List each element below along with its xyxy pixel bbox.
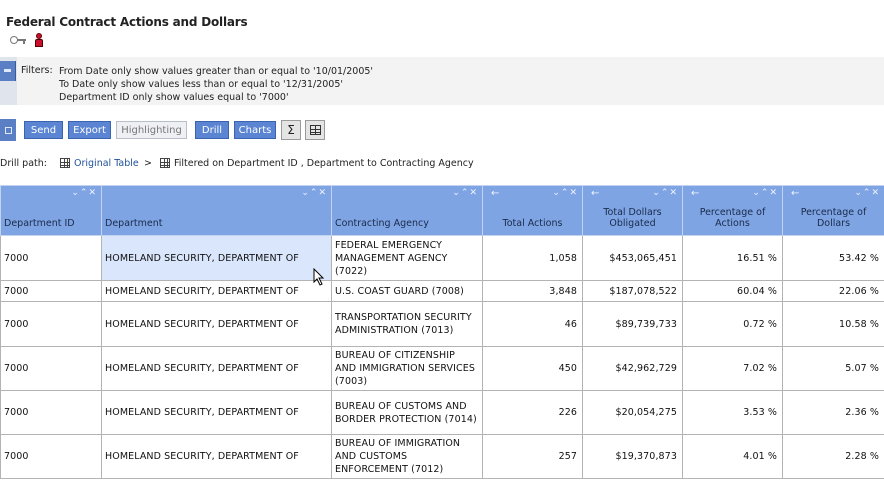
header-row: [1, 186, 884, 236]
cell-total-actions: 257: [483, 435, 583, 479]
cell-pct-actions: 60.04 %: [683, 281, 783, 302]
column-header-pct-dollars[interactable]: ← ⌄⌃✕ Percentage of Dollars: [783, 186, 884, 236]
cell-total-dollars: $89,739,733: [583, 302, 683, 347]
mouse-cursor-icon: [313, 268, 325, 286]
cell-contracting-agency[interactable]: BUREAU OF IMMIGRATION AND CUSTOMS ENFORCEMENT (7012): [332, 435, 483, 479]
cell-total-actions: 46: [483, 302, 583, 347]
column-header-department-id[interactable]: ⌄⌃✕ Department ID: [1, 186, 102, 236]
drill-button[interactable]: Drill: [195, 121, 229, 139]
send-button[interactable]: Send: [24, 121, 63, 139]
cell-pct-dollars: 22.06 %: [783, 281, 884, 302]
cell-contracting-agency[interactable]: BUREAU OF CUSTOMS AND BORDER PROTECTION (7014): [332, 391, 483, 435]
table-row: [1, 347, 884, 391]
column-controls-icon[interactable]: ⌄⌃✕: [452, 188, 478, 198]
drill-path-label: Drill path:: [0, 158, 47, 169]
cell-pct-dollars: 53.42 %: [783, 236, 884, 281]
filters-lines: [59, 65, 373, 104]
cell-total-dollars: $453,065,451: [583, 236, 683, 281]
drill-current: Filtered on Department ID , Department to Contracting Agency: [174, 158, 474, 169]
toolbar-toggle-button[interactable]: [0, 119, 16, 141]
column-controls-icon[interactable]: ⌄⌃✕: [854, 188, 880, 198]
filters-toggle-button[interactable]: [0, 61, 16, 81]
cell-total-actions: 1,058: [483, 236, 583, 281]
cell-department[interactable]: HOMELAND SECURITY, DEPARTMENT OF: [102, 391, 332, 435]
cell-pct-dollars: 2.36 %: [783, 391, 884, 435]
results-table: [0, 185, 884, 479]
page-title: Federal Contract Actions and Dollars: [6, 15, 248, 29]
cell-department-id: 7000: [1, 281, 102, 302]
cell-department[interactable]: HOMELAND SECURITY, DEPARTMENT OF: [102, 281, 332, 302]
cell-department-id: 7000: [1, 347, 102, 391]
column-controls-icon[interactable]: ⌄⌃✕: [652, 188, 678, 198]
table-row: [1, 391, 884, 435]
cell-pct-dollars: 2.28 %: [783, 435, 884, 479]
column-controls-icon[interactable]: ⌄⌃✕: [301, 188, 327, 198]
move-left-icon[interactable]: ←: [491, 188, 500, 199]
cell-pct-actions: 7.02 %: [683, 347, 783, 391]
table-row: [1, 236, 884, 281]
highlighting-button[interactable]: Highlighting: [116, 121, 187, 139]
column-controls-icon[interactable]: ⌄⌃✕: [71, 188, 97, 198]
table-body: [1, 236, 884, 479]
table-view-icon[interactable]: [305, 120, 325, 140]
cell-total-dollars: $187,078,522: [583, 281, 683, 302]
cell-contracting-agency[interactable]: TRANSPORTATION SECURITY ADMINISTRATION (7013): [332, 302, 483, 347]
cell-pct-actions: 3.53 %: [683, 391, 783, 435]
cell-pct-dollars: 5.07 %: [783, 347, 884, 391]
filter-line: From Date only show values greater than or equal to '10/01/2005': [59, 66, 374, 77]
filter-line: To Date only show values less than or equal to '12/31/2005': [59, 79, 344, 90]
cell-department-id: 7000: [1, 391, 102, 435]
table-row: [1, 302, 884, 347]
move-left-icon[interactable]: ←: [591, 188, 600, 199]
column-header-pct-actions[interactable]: ← ⌄⌃✕ Percentage of Actions: [683, 186, 783, 236]
cell-department[interactable]: HOMELAND SECURITY, DEPARTMENT OF: [102, 347, 332, 391]
person-icon[interactable]: [34, 33, 44, 47]
cell-contracting-agency[interactable]: FEDERAL EMERGENCY MANAGEMENT AGENCY (7022): [332, 236, 483, 281]
filters-label: Filters:: [21, 65, 53, 76]
column-header-department[interactable]: ⌄⌃✕ Department: [102, 186, 332, 236]
cell-department[interactable]: HOMELAND SECURITY, DEPARTMENT OF: [102, 302, 332, 347]
cell-total-actions: 226: [483, 391, 583, 435]
column-header-total-dollars[interactable]: ← ⌄⌃✕ Total Dollars Obligated: [583, 186, 683, 236]
key-icon[interactable]: [10, 35, 26, 45]
cell-department-id: 7000: [1, 236, 102, 281]
table-row: [1, 435, 884, 479]
cell-department-id: 7000: [1, 435, 102, 479]
cell-total-dollars: $20,054,275: [583, 391, 683, 435]
column-controls-icon[interactable]: ⌄⌃✕: [752, 188, 778, 198]
title-icons: [10, 32, 44, 48]
cell-total-dollars: $42,962,729: [583, 347, 683, 391]
sum-icon[interactable]: Σ: [281, 120, 301, 140]
column-header-contracting-agency[interactable]: ⌄⌃✕ Contracting Agency: [332, 186, 483, 236]
drill-original-table-link[interactable]: Original Table: [74, 158, 139, 169]
column-header-total-actions[interactable]: ← ⌄⌃✕ Total Actions: [483, 186, 583, 236]
cell-total-actions: 450: [483, 347, 583, 391]
cell-pct-actions: 4.01 %: [683, 435, 783, 479]
cell-department[interactable]: HOMELAND SECURITY, DEPARTMENT OF: [102, 435, 332, 479]
cell-contracting-agency[interactable]: U.S. COAST GUARD (7008): [332, 281, 483, 302]
cell-contracting-agency[interactable]: BUREAU OF CITIZENSHIP AND IMMIGRATION SERVICES (7003): [332, 347, 483, 391]
cell-department[interactable]: HOMELAND SECURITY, DEPARTMENT OF: [102, 236, 332, 281]
move-left-icon[interactable]: ←: [791, 188, 800, 199]
cell-total-dollars: $19,370,873: [583, 435, 683, 479]
filter-line: Department ID only show values equal to '7000': [59, 92, 289, 103]
cell-pct-dollars: 10.58 %: [783, 302, 884, 347]
table-icon: [60, 158, 70, 168]
export-button[interactable]: Export: [68, 121, 111, 139]
cell-total-actions: 3,848: [483, 281, 583, 302]
toolbar: [0, 117, 884, 145]
filters-panel: [0, 57, 884, 105]
cell-pct-actions: 0.72 %: [683, 302, 783, 347]
drill-separator: >: [144, 158, 152, 169]
table-row: [1, 281, 884, 302]
table-icon: [160, 158, 170, 168]
column-controls-icon[interactable]: ⌄⌃✕: [552, 188, 578, 198]
cell-pct-actions: 16.51 %: [683, 236, 783, 281]
charts-button[interactable]: Charts: [234, 121, 276, 139]
cell-department-id: 7000: [1, 302, 102, 347]
move-left-icon[interactable]: ←: [691, 188, 700, 199]
